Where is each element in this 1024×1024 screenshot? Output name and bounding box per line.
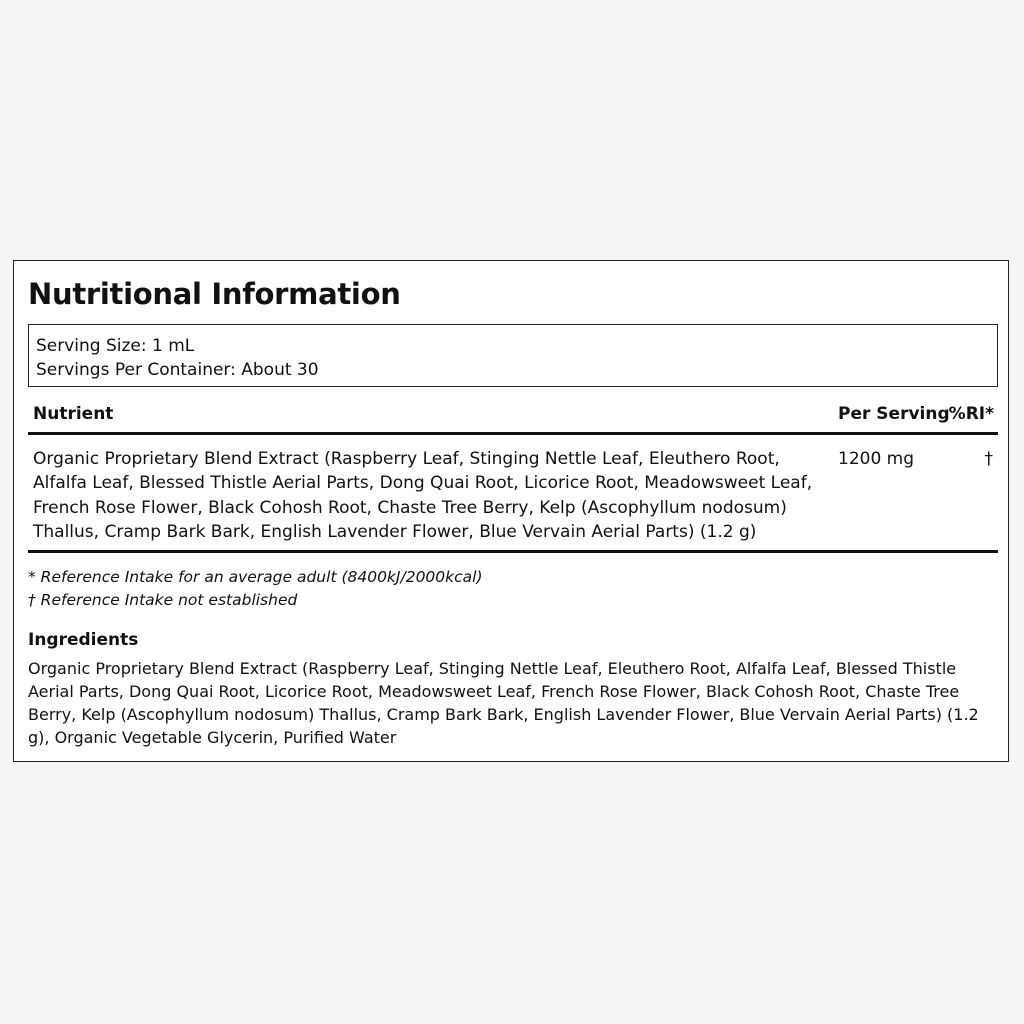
ingredients-heading: Ingredients <box>28 630 139 650</box>
nutrition-panel <box>13 260 1009 762</box>
header-ri: %RI* <box>948 404 994 424</box>
table-header-row <box>28 404 998 434</box>
footnotes <box>28 566 483 612</box>
serving-size: Serving Size: 1 mL <box>36 336 195 356</box>
table-bottom-rule <box>28 550 998 553</box>
nutrient-per-serving: 1200 mg <box>838 449 915 469</box>
header-per-serving: Per Serving <box>838 404 950 424</box>
servings-per-container: Servings Per Container: About 30 <box>36 360 319 380</box>
panel-title: Nutritional Information <box>28 277 401 311</box>
header-nutrient: Nutrient <box>33 404 114 424</box>
nutrient-name: Organic Proprietary Blend Extract (Raspberry Leaf, Stinging Nettle Leaf, Eleuthero Root, Alfalfa Leaf, Blessed Thistle Aerial Parts, Dong Quai Root, Licorice Root, Meadowsweet Leaf, French Rose Flower, Black Cohosh Root, Chaste Tree Berry, Kelp (Ascophyllum nodosum) Thallus, Cramp Bark Bark, English Lavender Flower, Blue Vervain Aerial Parts) (1.2 g) <box>33 449 813 542</box>
ingredients-text: Organic Proprietary Blend Extract (Raspberry Leaf, Stinging Nettle Leaf, Eleuthero Root, Alfalfa Leaf, Blessed Thistle Aerial Parts, Dong Quai Root, Licorice Root, Meadowsweet Leaf, French Rose Flower, Black Cohosh Root, Chaste Tree Berry, Kelp (Ascophyllum nodosum) Thallus, Cramp Bark Bark, English Lavender Flower, Blue Vervain Aerial Parts) (1.2 g), Organic Vegetable Glycerin, Purified Water <box>28 659 979 747</box>
nutrient-ri: † <box>984 449 993 469</box>
footnote-reference-intake: * Reference Intake for an average adult (8400kJ/2000kcal) <box>28 568 483 586</box>
footnote-not-established: † Reference Intake not established <box>28 591 298 609</box>
serving-info-box <box>28 324 998 387</box>
table-top-rule <box>28 432 998 435</box>
